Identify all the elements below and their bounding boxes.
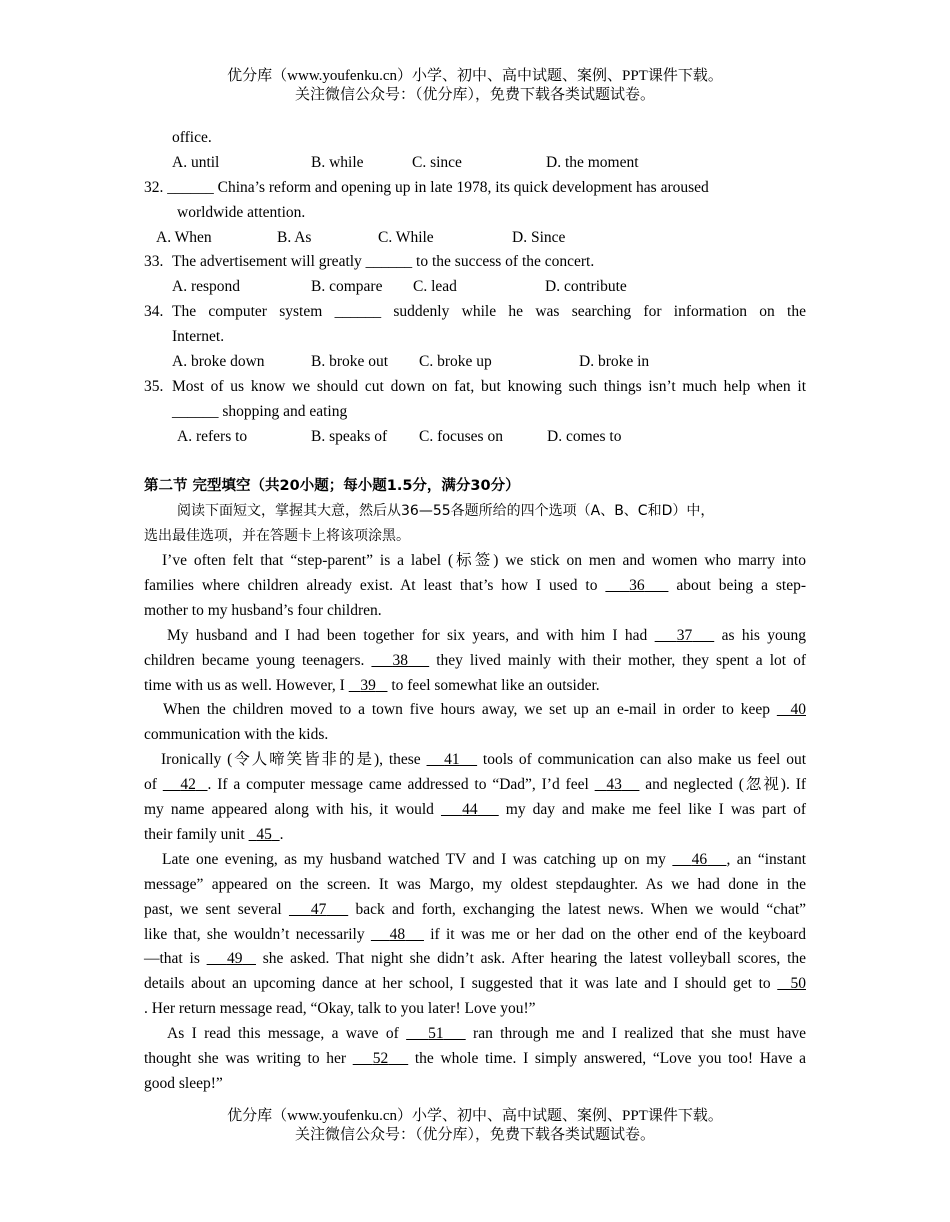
q32-options	[144, 226, 806, 251]
passage-p4-line-1	[144, 748, 806, 773]
passage-p3-line-2: communication with the kids.	[144, 726, 329, 744]
blank-number: 38	[392, 651, 409, 669]
q34-stem	[144, 300, 806, 325]
q34-continuation: Internet.	[172, 328, 225, 346]
blank-number: 52	[372, 1049, 389, 1067]
blank-41	[427, 751, 478, 768]
passage-p6-line-3: good sleep!”	[144, 1074, 223, 1092]
passage-p5-line-7: . Her return message read, “Okay, talk to you later! Love you!”	[144, 1000, 536, 1018]
blank-49	[207, 950, 256, 967]
q33-option-b: B. compare	[311, 278, 383, 296]
blank-number: 40	[790, 701, 806, 719]
blank-36	[605, 577, 668, 594]
blank-40	[777, 701, 806, 718]
header-line-1: 优分库（www.youfenku.cn）小学、初中、高中试题、案例、PPT课件下载。	[227, 68, 723, 84]
footer-line-2: 关注微信公众号：（优分库），免费下载各类试题试卷。	[294, 1127, 655, 1143]
blank-number: 45	[256, 825, 272, 843]
q33-option-c: C. lead	[413, 278, 457, 296]
passage-p5-line-4	[144, 923, 806, 948]
q32-continuation: worldwide attention.	[177, 203, 306, 221]
passage-p1-line-1: I’ve often felt that “step-parent” is a label (标签) we stick on men and women who marry into	[162, 552, 806, 570]
q31-tail: office.	[172, 129, 212, 146]
passage-text: time with us as well. However, I	[144, 676, 349, 694]
blank-50	[777, 975, 806, 992]
blank-38	[371, 652, 429, 669]
section-title: 第二节 完型填空（共20小题；每小题1.5分，满分30分）	[144, 478, 520, 495]
passage-text: .	[279, 825, 284, 843]
passage	[144, 549, 806, 1097]
passage-p2-line-3	[144, 674, 806, 699]
passage-text: my day and make me feel like I was part of	[498, 801, 807, 819]
q34-options	[144, 350, 806, 375]
footer-line-1: 优分库（www.youfenku.cn）小学、初中、高中试题、案例、PPT课件下载。	[227, 1108, 723, 1124]
passage-text: —that is	[144, 950, 207, 968]
q35-option-a: A. refers to	[177, 427, 248, 445]
passage-p2-line-1	[144, 624, 806, 649]
q33-text: The advertisement will greatly ______ to the success of the concert.	[172, 253, 595, 271]
passage-text: to feel somewhat like an outsider.	[387, 676, 600, 694]
q31-option-c: C. since	[412, 153, 462, 171]
q33-options	[144, 275, 806, 300]
q35-options	[144, 425, 806, 450]
passage-p6-line-1	[144, 1022, 806, 1047]
passage-text: if it was me or her dad on the other end of the keyboard	[423, 925, 807, 943]
q34-option-b: B. broke out	[311, 353, 389, 371]
passage-p1-line-2	[144, 574, 806, 599]
passage-text: she asked. That night she didn’t ask. After hearing the latest volleyball scores, the	[255, 950, 807, 968]
passage-p5-line-6	[144, 972, 806, 997]
passage-text: Ironically (令人啼笑皆非的是), these	[161, 751, 427, 769]
passage-p5-line-2: message” appeared on the screen. It was Margo, my oldest stepdaughter. As we had done in the	[144, 875, 806, 893]
q34-option-c: C. broke up	[419, 353, 492, 371]
blank-51	[406, 1025, 466, 1042]
blank-43	[595, 776, 640, 793]
page-footer	[0, 1107, 950, 1145]
q31-option-b: B. while	[311, 153, 364, 171]
header-line-2: 关注微信公众号：（优分库），免费下载各类试题试卷。	[294, 87, 655, 103]
passage-p6-line-2	[144, 1047, 806, 1072]
passage-text: As I read this message, a wave of	[167, 1025, 407, 1043]
q32-option-b: B. As	[277, 228, 312, 246]
q35-number: 35.	[144, 377, 164, 395]
passage-p5-line-5	[144, 947, 806, 972]
q32-option-c: C. While	[378, 228, 434, 246]
q35-option-b: B. speaks of	[311, 427, 388, 445]
passage-text: my name appeared along with his, it would	[144, 801, 441, 819]
blank-number: 36	[629, 577, 645, 595]
passage-text: they lived mainly with their mother, they spent a lot of	[429, 651, 807, 669]
passage-text: . If a computer message came addressed to “Dad”, I’d feel	[207, 776, 595, 794]
blank-number: 43	[606, 776, 622, 794]
blank-48	[371, 926, 424, 943]
q31-option-d: D. the moment	[546, 153, 639, 171]
blank-52	[353, 1050, 408, 1067]
blank-number: 49	[226, 950, 243, 968]
blank-42	[163, 776, 208, 793]
q32-stem	[144, 176, 806, 201]
blank-number: 51	[428, 1025, 444, 1043]
exam-content	[144, 126, 806, 1097]
passage-p4-line-3	[144, 798, 806, 823]
q32-number: 32.	[144, 178, 164, 196]
passage-text: as his young	[714, 626, 806, 644]
passage-text: details about an upcoming dance at her school, I suggested that it was late and I should get to	[144, 975, 778, 993]
passage-p5-line-3	[144, 898, 806, 923]
blank-44	[441, 801, 499, 818]
blank-number: 41	[444, 751, 460, 769]
q32-text: ______ China’s reform and opening up in late 1978, its quick development has aroused	[167, 178, 709, 196]
q34-number: 34.	[144, 303, 164, 321]
q35-continuation: ______ shopping and eating	[172, 402, 348, 420]
passage-text: and neglected (忽视). If	[639, 776, 807, 794]
passage-text: Late one evening, as my husband watched TV and I was catching up on my	[162, 850, 673, 868]
blank-46	[672, 851, 726, 868]
passage-text: like that, she wouldn’t necessarily	[144, 925, 371, 943]
q31-option-a: A. until	[172, 153, 220, 171]
blank-number: 39	[360, 676, 376, 694]
q32-option-a: A. When	[156, 228, 212, 246]
blank-number: 42	[180, 776, 196, 794]
q33-option-d: D. contribute	[545, 278, 627, 296]
passage-p1-line-3: mother to my husband’s four children.	[144, 601, 382, 619]
passage-text: their family unit	[144, 825, 249, 843]
q34-option-d: D. broke in	[579, 353, 650, 371]
q35-stem	[144, 375, 806, 400]
passage-text: children became young teenagers.	[144, 651, 372, 669]
passage-text: about being a step-	[668, 577, 807, 595]
passage-p4-line-2	[144, 773, 806, 798]
passage-p3-line-1	[144, 698, 806, 723]
passage-p5-line-1	[144, 848, 806, 873]
passage-text: back and forth, exchanging the latest news. When we would “chat”	[348, 900, 807, 918]
passage-text: , an “instant	[726, 850, 807, 868]
q34-option-a: A. broke down	[172, 353, 265, 371]
passage-text: My husband and I had been together for six years, and with him I had	[167, 626, 655, 644]
page-header	[0, 67, 950, 105]
q33-option-a: A. respond	[172, 278, 241, 296]
blank-number: 46	[691, 850, 708, 868]
passage-text: families where children already exist. At least that’s how I used to	[144, 577, 606, 595]
blank-number: 47	[310, 900, 327, 918]
passage-text: tools of communication can also make us feel out	[477, 751, 807, 769]
blank-39	[349, 677, 388, 694]
blank-number: 48	[389, 925, 406, 943]
passage-text: thought she was writing to her	[144, 1049, 353, 1067]
blank-number: 37	[676, 626, 693, 644]
passage-text: When the children moved to a town five hours away, we set up an e-mail in order to keep	[163, 701, 777, 719]
q31-options	[144, 151, 806, 176]
passage-p2-line-2	[144, 649, 806, 674]
passage-text: of	[144, 776, 163, 794]
passage-text: past, we sent several	[144, 900, 289, 918]
section-instruction-2: 选出最佳选项，并在答题卡上将该项涂黑。	[144, 528, 410, 545]
q33-number: 33.	[144, 253, 164, 271]
passage-p4-line-4	[144, 823, 806, 848]
q34-text: The computer system ______ suddenly while he was searching for information on the	[172, 303, 806, 321]
blank-47	[289, 901, 348, 918]
section-instruction-1: 阅读下面短文，掌握其大意，然后从36—55各题所给的四个选项（A、B、C和D）中，	[177, 503, 715, 520]
q33-stem	[144, 250, 806, 275]
q35-option-c: C. focuses on	[419, 427, 503, 445]
q35-option-d: D. comes to	[547, 427, 622, 445]
passage-text: the whole time. I simply answered, “Love you too! Have a	[408, 1049, 806, 1067]
q35-text: Most of us know we should cut down on fat, but knowing such things isn’t much help when it	[172, 377, 806, 395]
passage-text: ran through me and I realized that she must have	[465, 1025, 807, 1043]
blank-number: 44	[462, 801, 478, 819]
blank-number: 50	[790, 975, 806, 993]
blank-45	[249, 826, 280, 843]
blank-37	[655, 627, 715, 644]
q32-option-d: D. Since	[512, 228, 566, 246]
